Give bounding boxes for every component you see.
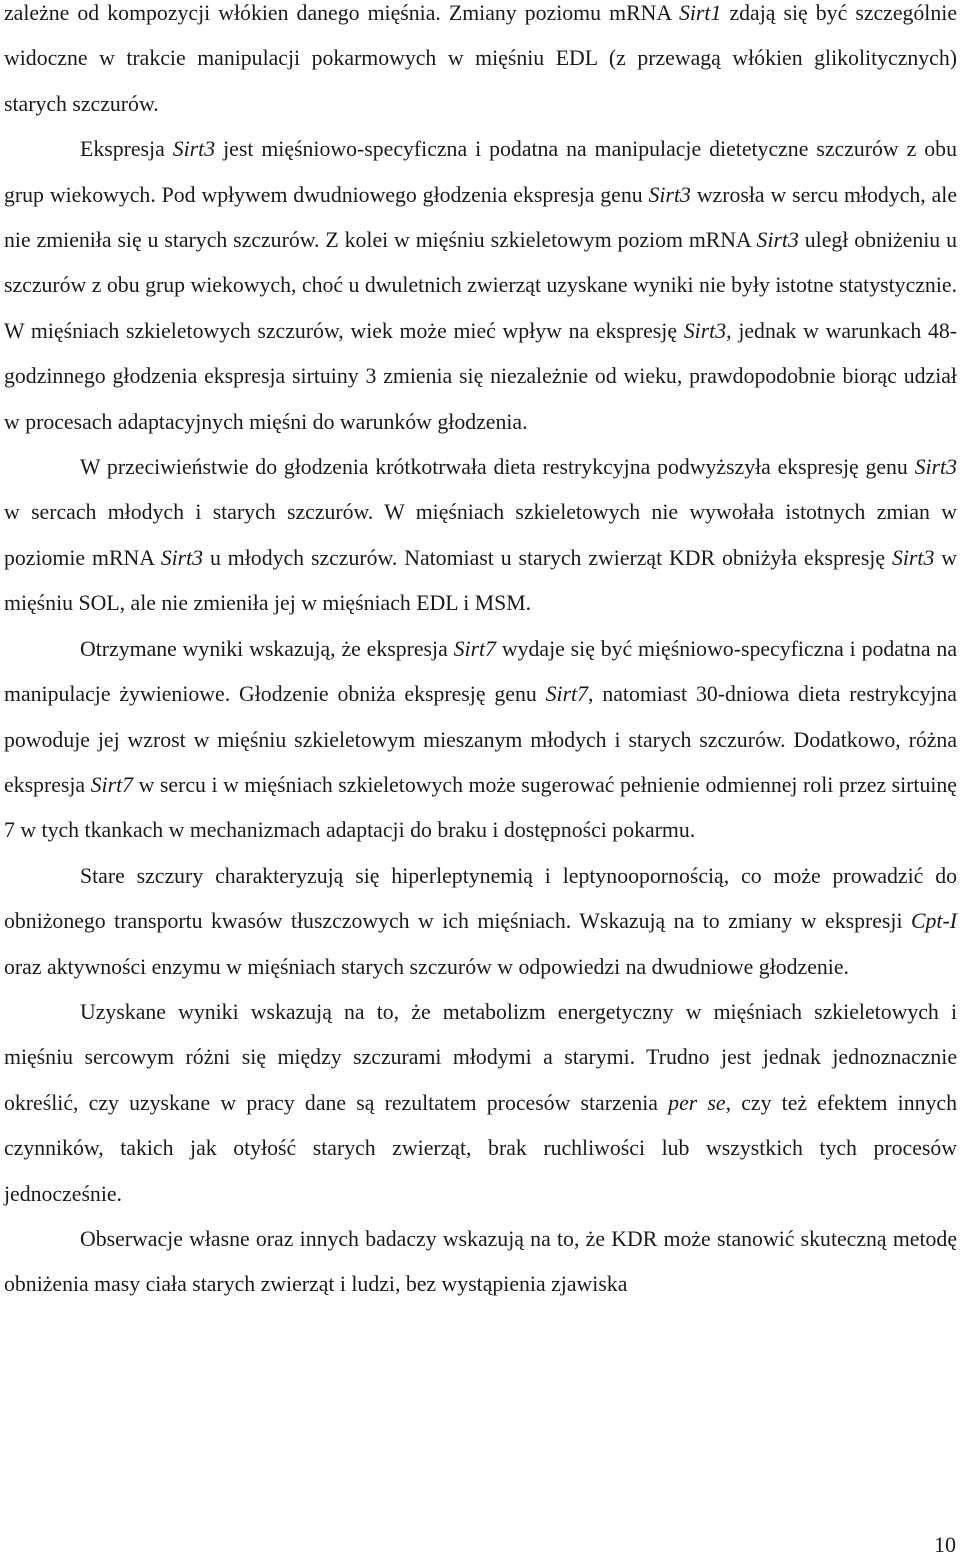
text-run: jest mięśniowo-specyficzna i podatna na manipulacje dietetyczne szczurów z obu grup wiekowych. Pod wpływem dwudniowego głodzenia ekspresja genu	[4, 137, 957, 207]
italic-term: Sirt3	[914, 455, 957, 480]
text-run: oraz aktywności enzymu w mięśniach starych szczurów w odpowiedzi na dwudniowe głodzenie.	[4, 954, 849, 979]
text-run: w sercu i w mięśniach szkieletowych może sugerować pełnienie odmiennej roli przez sirtuinę 7 w tych tkankach w mechanizmach adaptacji do braku i dostępności pokarmu.	[4, 772, 957, 843]
paragraph-energy-metabolism	[4, 990, 957, 1217]
paragraph-sirt3-expression	[4, 127, 957, 445]
text-run: Stare szczury charakteryzują się hiperleptynemią i leptynoopornością, co może prowadzić do obniżonego transportu kwasów tłuszczowych w ich mięśniach. Wskazują na to zmiany w ekspresji	[4, 863, 957, 934]
italic-term: Sirt7	[90, 772, 134, 797]
italic-term: Cpt-I	[910, 909, 957, 934]
italic-term: Sirt7	[453, 636, 497, 661]
italic-term: Sirt3	[891, 545, 935, 570]
body-text	[4, 0, 957, 1308]
text-run: , jednak w warunkach 48-godzinnego głodzenia ekspresja sirtuiny 3 zmienia się niezależnie od wieku, prawdopodobnie biorąc udział w procesach adaptacyjnych mięśni do warunków głodzenia.	[4, 318, 957, 434]
italic-term: Sirt7	[545, 682, 589, 707]
text-run: w sercach młodych i starych szczurów. W mięśniach szkieletowych nie wywołała istotnych zmian w poziomie mRNA	[4, 500, 957, 570]
italic-term: Sirt3	[756, 228, 799, 253]
paragraph-cpt-leptin	[4, 854, 957, 990]
text-run: w mięśniu SOL, ale nie zmieniła jej w mięśniach EDL i MSM.	[4, 545, 958, 616]
italic-term: Sirt1	[678, 1, 722, 25]
text-run: Uzyskane wyniki wskazują na to, że metabolizm energetyczny w mięśniach szkieletowych i mięśniu sercowym różni się między szczurami młodymi a starymi. Trudno jest jednak jednoznacznie określić, czy uzyskane w pracy dane są rezultatem procesów starzenia	[4, 999, 957, 1115]
text-run: Otrzymane wyniki wskazują, że ekspresja	[80, 636, 454, 661]
text-run: , natomiast 30-dniowa dieta restrykcyjna powoduje jej wzrost w mięśniu szkieletowym mieszanym młodych i starych szczurów. Dodatkowo, różna ekspresja	[4, 682, 957, 797]
text-run: zdają się być szczególnie widoczne w trakcie manipulacji pokarmowych w mięśniu EDL (z przewagą włókien glikolitycznych) starych szczurów.	[4, 1, 957, 116]
italic-term: per se	[668, 1090, 726, 1115]
text-run: , czy też efektem innych czynników, takich jak otyłość starych zwierząt, brak ruchliwości lub wszystkich tych procesów jednocześnie.	[4, 1090, 957, 1206]
italic-term: Sirt3	[683, 318, 727, 343]
text-run: Obserwacje własne oraz innych badaczy wskazują na to, że KDR może stanowić skuteczną metodę obniżenia masy ciała starych zwierząt i ludzi, bez wystąpienia zjawiska	[4, 1226, 957, 1297]
italic-term: Sirt3	[160, 545, 204, 570]
page-number: 10	[934, 1532, 956, 1557]
paragraph-sirt7-expression	[4, 627, 957, 854]
paragraph-continued	[4, 0, 957, 127]
paragraph-observations	[4, 1217, 957, 1308]
text-run: zależne od kompozycji włókien danego mięśnia. Zmiany poziomu mRNA	[4, 1, 679, 25]
italic-term: Sirt3	[648, 182, 691, 207]
text-run: wzrosła w sercu młodych, ale nie zmieniła się u starych szczurów. Z kolei w mięśniu szkieletowym poziom mRNA	[4, 182, 957, 253]
text-run: u młodych szczurów. Natomiast u starych zwierząt KDR obniżyła ekspresję	[203, 545, 892, 570]
text-run: Ekspresja	[80, 137, 173, 162]
italic-term: Sirt3	[172, 137, 216, 162]
paragraph-kdr-diet	[4, 445, 957, 627]
text-run: uległ obniżeniu u szczurów z obu grup wiekowych, choć u dwuletnich zwierząt uzyskane wyniki nie były istotne statystycznie. W mięśniach szkieletowych szczurów, wiek może mieć wpływ na ekspresję	[4, 228, 957, 343]
text-run: W przeciwieństwie do głodzenia krótkotrwała dieta restrykcyjna podwyższyła ekspresję genu	[80, 455, 915, 480]
text-run: wydaje się być mięśniowo-specyficzna i podatna na manipulacje żywieniowe. Głodzenie obniża ekspresję genu	[4, 636, 958, 707]
